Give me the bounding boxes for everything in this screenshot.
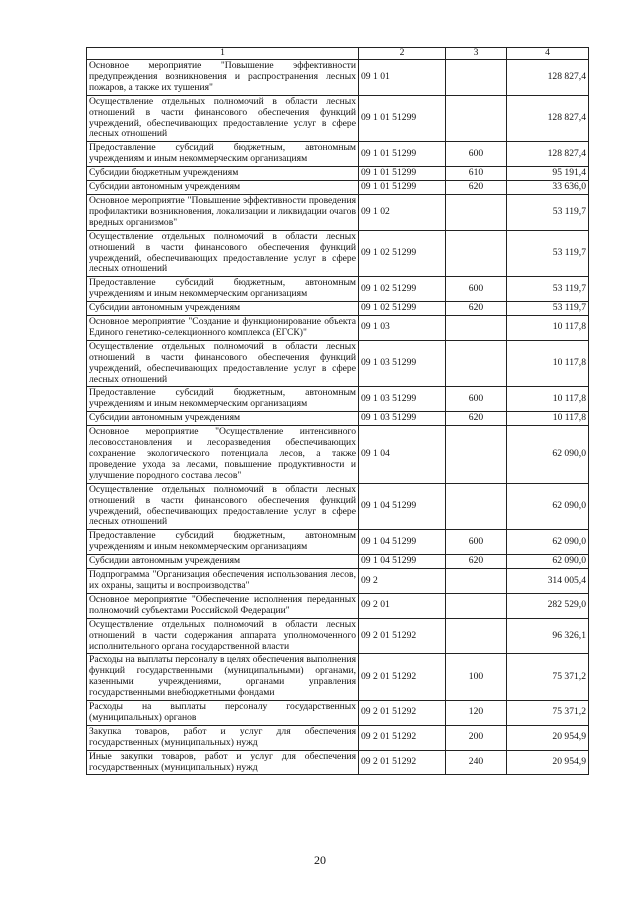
row-expense-type-cell: 120 [446, 701, 507, 726]
row-code-cell: 09 2 01 51292 [359, 725, 446, 750]
table-row [87, 167, 589, 181]
row-amount-cell: 10 117,8 [507, 340, 589, 387]
table-row [87, 340, 589, 387]
row-amount-cell: 62 090,0 [507, 483, 589, 530]
table-row [87, 60, 589, 96]
table-row [87, 194, 589, 230]
row-name-cell: Субсидии автономным учреждениям [87, 555, 359, 569]
budget-table [86, 47, 589, 775]
row-name-cell: Основное мероприятие "Осуществление интенсивного лесовосстановления и лесоразведения обеспечивающих сохранение экологического потенциала лесов, а также проведение ухода за лесами, повышение продуктивности и улучшение породного состава лесов" [87, 426, 359, 484]
row-code-cell: 09 1 03 [359, 316, 446, 341]
row-code-cell: 09 1 04 [359, 426, 446, 484]
table-row [87, 426, 589, 484]
header-cell-name: 1 [87, 48, 359, 60]
row-code-cell: 09 2 01 51292 [359, 654, 446, 701]
row-amount-cell: 282 529,0 [507, 593, 589, 618]
row-amount-cell: 10 117,8 [507, 387, 589, 412]
row-name-cell: Осуществление отдельных полномочий в области лесных отношений в части содержания аппарата уполномоченного исполнительного органа государственной власти [87, 618, 359, 654]
row-name-cell: Основное мероприятие "Повышение эффективности предупреждения возникновения и распространения лесных пожаров, а также их тушения" [87, 60, 359, 96]
table-row [87, 618, 589, 654]
row-name-cell: Субсидии автономным учреждениям [87, 181, 359, 195]
row-expense-type-cell: 610 [446, 167, 507, 181]
table-row [87, 654, 589, 701]
row-name-cell: Осуществление отдельных полномочий в области лесных отношений в части финансового обеспечения функций учреждений, обеспечивающих предоставление услуг в сфере лесных отношений [87, 483, 359, 530]
row-amount-cell: 62 090,0 [507, 555, 589, 569]
row-expense-type-cell [446, 569, 507, 594]
row-name-cell: Расходы на выплаты персоналу в целях обеспечения выполнения функций государственными (муниципальными) органами, казенными учреждениями, органами управления государственными внебюджетными фондами [87, 654, 359, 701]
row-code-cell: 09 2 01 51292 [359, 750, 446, 775]
row-name-cell: Предоставление субсидий бюджетным, автономным учреждениям и иным некоммерческим организациям [87, 277, 359, 302]
row-name-cell: Расходы на выплаты персоналу государственных (муниципальных) органов [87, 701, 359, 726]
row-code-cell: 09 1 02 51299 [359, 230, 446, 277]
row-amount-cell: 53 119,7 [507, 277, 589, 302]
row-amount-cell: 314 005,4 [507, 569, 589, 594]
row-name-cell: Предоставление субсидий бюджетным, автономным учреждениям и иным некоммерческим организациям [87, 530, 359, 555]
row-expense-type-cell: 200 [446, 725, 507, 750]
row-code-cell: 09 1 02 51299 [359, 277, 446, 302]
row-code-cell: 09 2 01 51292 [359, 701, 446, 726]
row-code-cell: 09 2 01 51292 [359, 618, 446, 654]
row-expense-type-cell: 240 [446, 750, 507, 775]
row-amount-cell: 128 827,4 [507, 142, 589, 167]
row-code-cell: 09 1 01 51299 [359, 142, 446, 167]
row-expense-type-cell: 600 [446, 142, 507, 167]
row-code-cell: 09 1 02 51299 [359, 302, 446, 316]
row-expense-type-cell: 620 [446, 302, 507, 316]
row-code-cell: 09 1 01 51299 [359, 181, 446, 195]
row-code-cell: 09 1 04 51299 [359, 483, 446, 530]
row-expense-type-cell [446, 483, 507, 530]
row-expense-type-cell: 620 [446, 181, 507, 195]
table-row [87, 555, 589, 569]
row-amount-cell: 20 954,9 [507, 725, 589, 750]
table-row [87, 530, 589, 555]
row-expense-type-cell [446, 340, 507, 387]
table-row [87, 387, 589, 412]
row-amount-cell: 10 117,8 [507, 316, 589, 341]
row-expense-type-cell [446, 316, 507, 341]
table-row [87, 230, 589, 277]
row-name-cell: Субсидии бюджетным учреждениям [87, 167, 359, 181]
table-row [87, 95, 589, 142]
row-amount-cell: 128 827,4 [507, 60, 589, 96]
row-expense-type-cell [446, 194, 507, 230]
row-amount-cell: 20 954,9 [507, 750, 589, 775]
table-row [87, 412, 589, 426]
row-code-cell: 09 1 01 51299 [359, 95, 446, 142]
row-expense-type-cell: 620 [446, 412, 507, 426]
row-name-cell: Осуществление отдельных полномочий в области лесных отношений в части финансового обеспечения функций учреждений, обеспечивающих предоставление услуг в сфере лесных отношений [87, 95, 359, 142]
row-expense-type-cell: 600 [446, 277, 507, 302]
row-name-cell: Основное мероприятие "Повышение эффективности проведения профилактики возникновения, локализации и ликвидации очагов вредных организмов" [87, 194, 359, 230]
table-row [87, 725, 589, 750]
row-expense-type-cell: 600 [446, 387, 507, 412]
row-amount-cell: 10 117,8 [507, 412, 589, 426]
row-expense-type-cell [446, 426, 507, 484]
row-expense-type-cell: 620 [446, 555, 507, 569]
row-name-cell: Иные закупки товаров, работ и услуг для обеспечения государственных (муниципальных) нужд [87, 750, 359, 775]
table-row [87, 142, 589, 167]
table-row [87, 569, 589, 594]
row-code-cell: 09 1 04 51299 [359, 555, 446, 569]
row-amount-cell: 128 827,4 [507, 95, 589, 142]
row-code-cell: 09 1 03 51299 [359, 387, 446, 412]
row-amount-cell: 62 090,0 [507, 530, 589, 555]
row-name-cell: Осуществление отдельных полномочий в области лесных отношений в части финансового обеспечения функций учреждений, обеспечивающих предоставление услуг в сфере лесных отношений [87, 230, 359, 277]
row-expense-type-cell [446, 230, 507, 277]
header-row [87, 48, 589, 60]
row-amount-cell: 53 119,7 [507, 302, 589, 316]
row-code-cell: 09 1 02 [359, 194, 446, 230]
table-row [87, 593, 589, 618]
row-amount-cell: 96 326,1 [507, 618, 589, 654]
row-amount-cell: 75 371,2 [507, 701, 589, 726]
row-code-cell: 09 1 01 51299 [359, 167, 446, 181]
row-name-cell: Субсидии автономным учреждениям [87, 412, 359, 426]
row-name-cell: Закупка товаров, работ и услуг для обеспечения государственных (муниципальных) нужд [87, 725, 359, 750]
row-expense-type-cell [446, 618, 507, 654]
row-amount-cell: 62 090,0 [507, 426, 589, 484]
table-row [87, 701, 589, 726]
row-code-cell: 09 1 03 51299 [359, 340, 446, 387]
row-name-cell: Субсидии автономным учреждениям [87, 302, 359, 316]
row-code-cell: 09 2 01 [359, 593, 446, 618]
header-cell-sum: 4 [507, 48, 589, 60]
row-name-cell: Основное мероприятие "Обеспечение исполнения переданных полномочий субъектами Российской Федерации" [87, 593, 359, 618]
header-cell-code: 2 [359, 48, 446, 60]
row-amount-cell: 95 191,4 [507, 167, 589, 181]
row-name-cell: Осуществление отдельных полномочий в области лесных отношений в части финансового обеспечения функций учреждений, обеспечивающих предоставление услуг в сфере лесных отношений [87, 340, 359, 387]
table-row [87, 277, 589, 302]
row-code-cell: 09 1 03 51299 [359, 412, 446, 426]
row-code-cell: 09 1 01 [359, 60, 446, 96]
row-expense-type-cell: 100 [446, 654, 507, 701]
row-expense-type-cell: 600 [446, 530, 507, 555]
row-name-cell: Предоставление субсидий бюджетным, автономным учреждениям и иным некоммерческим организациям [87, 142, 359, 167]
table-row [87, 181, 589, 195]
table-row [87, 316, 589, 341]
header-cell-vr: 3 [446, 48, 507, 60]
table-row [87, 302, 589, 316]
row-name-cell: Основное мероприятие "Создание и функционирование объекта Единого генетико-селекционного комплекса (ЕГСК)" [87, 316, 359, 341]
table-row [87, 750, 589, 775]
row-amount-cell: 53 119,7 [507, 230, 589, 277]
row-amount-cell: 75 371,2 [507, 654, 589, 701]
row-amount-cell: 53 119,7 [507, 194, 589, 230]
row-expense-type-cell [446, 593, 507, 618]
row-expense-type-cell [446, 95, 507, 142]
row-expense-type-cell [446, 60, 507, 96]
row-code-cell: 09 1 04 51299 [359, 530, 446, 555]
row-amount-cell: 33 636,0 [507, 181, 589, 195]
row-code-cell: 09 2 [359, 569, 446, 594]
row-name-cell: Предоставление субсидий бюджетным, автономным учреждениям и иным некоммерческим организациям [87, 387, 359, 412]
page-number: 20 [314, 853, 326, 867]
table-row [87, 483, 589, 530]
row-name-cell: Подпрограмма "Организация обеспечения использования лесов, их охраны, защиты и воспроизводства" [87, 569, 359, 594]
